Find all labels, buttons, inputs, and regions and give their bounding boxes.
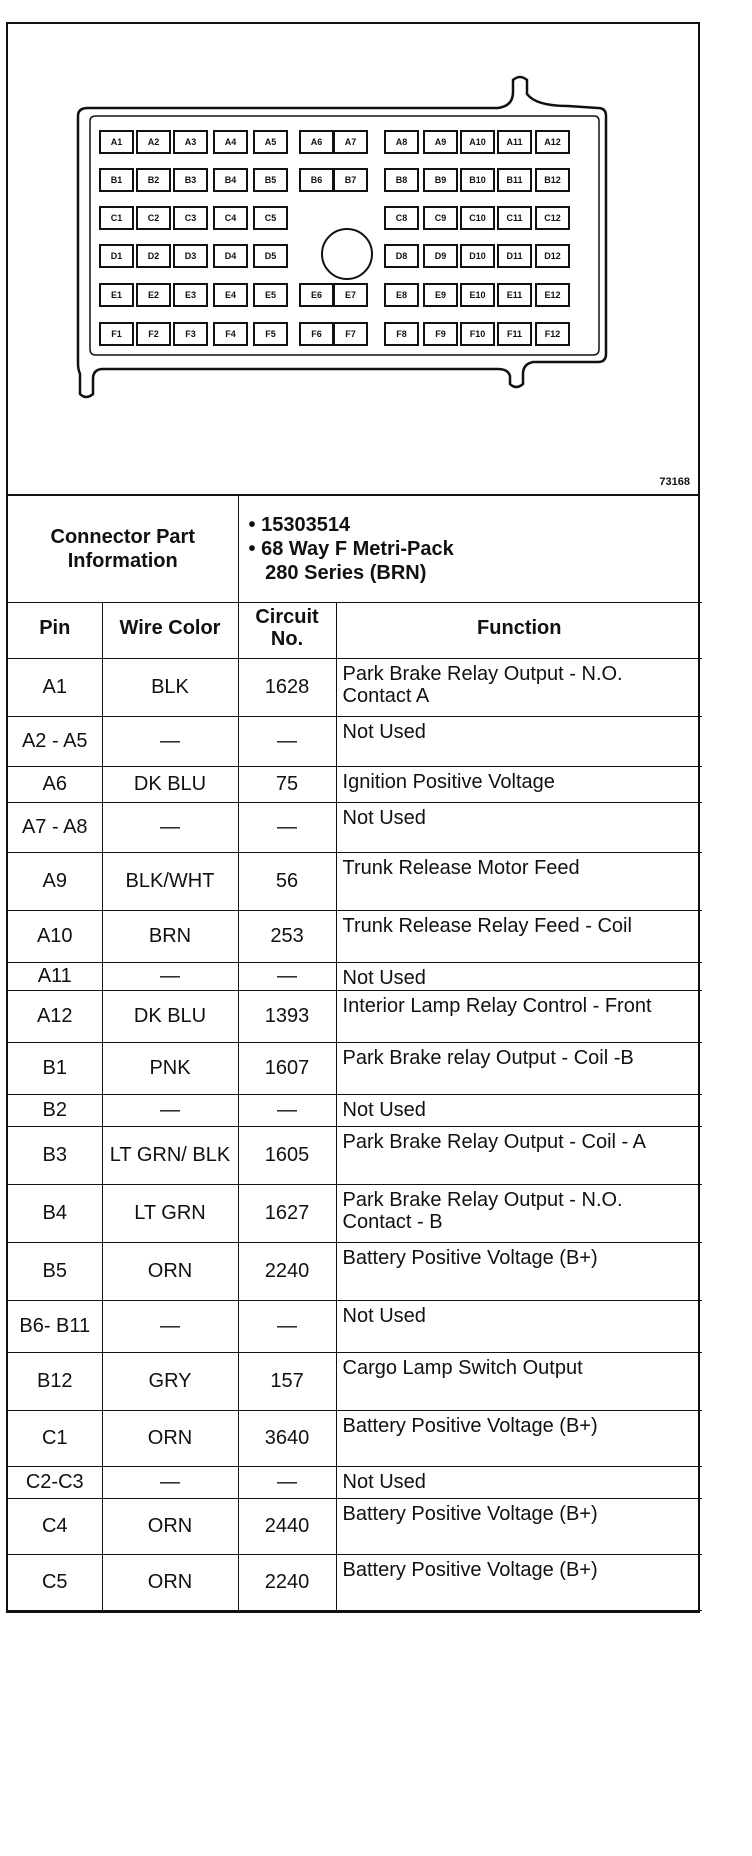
table-row	[8, 1498, 702, 1554]
function-cell: Cargo Lamp Switch Output	[336, 1352, 702, 1410]
connector-pin-label: E2	[147, 290, 160, 300]
connector-pin	[100, 245, 133, 267]
circuit-cell: 1627	[238, 1184, 336, 1242]
connector-pin	[424, 207, 457, 229]
wire-color-cell: —	[102, 802, 238, 852]
connector-pin	[137, 131, 170, 153]
connector-pin-label: C1	[110, 213, 123, 223]
connector-pin	[385, 169, 418, 191]
wire-color-cell: LT GRN/ BLK	[102, 1126, 238, 1184]
connector-pin-label: B12	[544, 175, 561, 185]
connector-pin-label: E4	[224, 290, 237, 300]
connector-pin	[461, 245, 494, 267]
connector-pin	[300, 284, 333, 306]
connector-pin	[137, 207, 170, 229]
wire-color-cell: DK BLU	[102, 990, 238, 1042]
connector-pin	[461, 131, 494, 153]
table-row	[8, 910, 702, 962]
connector-pin	[214, 284, 247, 306]
connector-pin	[498, 284, 531, 306]
connector-pin	[254, 169, 287, 191]
table-row	[8, 658, 702, 716]
connector-pin	[174, 207, 207, 229]
connector-pin	[137, 245, 170, 267]
connector-pin-label: D12	[544, 251, 561, 261]
table-row	[8, 962, 702, 990]
connector-pin-label: D4	[224, 251, 237, 261]
connector-pin-label: F1	[111, 329, 122, 339]
connector-center-hole	[322, 229, 372, 279]
function-cell: Park Brake Relay Output - N.O. Contact A	[336, 658, 702, 716]
connector-pin	[100, 131, 133, 153]
connector-pin	[498, 245, 531, 267]
function-cell: Trunk Release Relay Feed - Coil	[336, 910, 702, 962]
table-row	[8, 1352, 702, 1410]
circuit-cell: —	[238, 1466, 336, 1498]
connector-pin-label: E11	[506, 290, 523, 300]
connector-pin	[137, 323, 170, 345]
connector-pin	[385, 284, 418, 306]
function-cell: Battery Positive Voltage (B+)	[336, 1410, 702, 1466]
connector-pin-label: C8	[395, 213, 408, 223]
connector-pin	[174, 131, 207, 153]
connector-pin-label: E9	[434, 290, 447, 300]
connector-pin-label: F8	[396, 329, 407, 339]
connector-pin	[174, 323, 207, 345]
connector-pin	[254, 131, 287, 153]
connector-pin	[334, 284, 367, 306]
wire-color-cell: LT GRN	[102, 1184, 238, 1242]
connector-pin-label: F12	[544, 329, 561, 339]
connector-pin-label: F3	[185, 329, 196, 339]
connector-pin-label: B11	[506, 175, 523, 185]
connector-pin-label: B10	[469, 175, 486, 185]
table-row	[8, 1094, 702, 1126]
connector-pin-label: D2	[147, 251, 160, 261]
table-row	[8, 1242, 702, 1300]
function-cell: Battery Positive Voltage (B+)	[336, 1498, 702, 1554]
connector-pin	[536, 245, 569, 267]
pin-cell: C4	[8, 1498, 102, 1554]
table-row	[8, 990, 702, 1042]
pin-cell: B3	[8, 1126, 102, 1184]
connector-pin	[334, 323, 367, 345]
function-cell: Not Used	[336, 1300, 702, 1352]
circuit-cell: —	[238, 1300, 336, 1352]
table-row	[8, 1184, 702, 1242]
header-wire-color: Wire Color	[102, 602, 238, 658]
pin-cell: B6- B11	[8, 1300, 102, 1352]
wire-color-cell: BLK	[102, 658, 238, 716]
header-function: Function	[336, 602, 702, 658]
header-circuit-no: Circuit No.	[238, 602, 336, 658]
connector-pin-label: A10	[469, 137, 486, 147]
connector-pin	[254, 323, 287, 345]
connector-pin-label: F4	[225, 329, 236, 339]
connector-pin-label: F11	[506, 329, 523, 339]
connector-pin-label: E7	[344, 290, 357, 300]
circuit-cell: —	[238, 802, 336, 852]
connector-pin-label: C11	[506, 213, 523, 223]
connector-series: 280 Series (BRN)	[248, 561, 427, 584]
pin-cell: A2 - A5	[8, 716, 102, 766]
wire-color-cell: PNK	[102, 1042, 238, 1094]
connector-pin-label: B9	[434, 175, 447, 185]
wire-color-cell: ORN	[102, 1554, 238, 1610]
wire-color-cell: BRN	[102, 910, 238, 962]
connector-pin	[461, 207, 494, 229]
function-cell: Battery Positive Voltage (B+)	[336, 1242, 702, 1300]
function-cell: Not Used	[336, 1466, 702, 1498]
wire-color-cell: —	[102, 716, 238, 766]
connector-pin	[214, 245, 247, 267]
wire-color-cell: —	[102, 1300, 238, 1352]
function-cell: Not Used	[336, 1094, 702, 1126]
connector-pin	[498, 323, 531, 345]
connector-pin-label: D11	[506, 251, 523, 261]
wire-color-cell: ORN	[102, 1498, 238, 1554]
connector-pin-label: A4	[224, 137, 237, 147]
connector-pin	[254, 207, 287, 229]
connector-pin-label: B4	[224, 175, 237, 185]
function-cell: Battery Positive Voltage (B+)	[336, 1554, 702, 1610]
header-pin: Pin	[8, 602, 102, 658]
pinout-rows	[8, 658, 702, 1610]
pin-cell: B1	[8, 1042, 102, 1094]
connector-pin-label: D5	[264, 251, 277, 261]
connector-pin-label: A11	[506, 137, 523, 147]
connector-pin	[214, 131, 247, 153]
connector-pin	[254, 284, 287, 306]
connector-pin-label: F7	[345, 329, 356, 339]
connector-pin-label: B5	[264, 175, 277, 185]
function-cell: Interior Lamp Relay Control - Front	[336, 990, 702, 1042]
table-row	[8, 852, 702, 910]
connector-pin	[300, 169, 333, 191]
table-row	[8, 802, 702, 852]
circuit-cell: —	[238, 1094, 336, 1126]
connector-pin	[214, 323, 247, 345]
connector-type: • 68 Way F Metri-Pack	[248, 537, 454, 560]
connector-pin-label: E1	[110, 290, 123, 300]
pin-cell: A1	[8, 658, 102, 716]
circuit-cell: 157	[238, 1352, 336, 1410]
connector-pin-label: E10	[469, 290, 486, 300]
circuit-cell: 1628	[238, 658, 336, 716]
pin-cell: A6	[8, 766, 102, 802]
connector-pin	[214, 207, 247, 229]
circuit-cell: 75	[238, 766, 336, 802]
connector-pin	[174, 245, 207, 267]
figure-number: 73168	[659, 476, 690, 488]
table-header-row	[8, 602, 702, 658]
connector-pin-label: C5	[264, 213, 277, 223]
connector-pin-label: E5	[264, 290, 277, 300]
connector-pin-label: D10	[469, 251, 486, 261]
connector-pin-label: E8	[395, 290, 408, 300]
function-cell: Not Used	[336, 716, 702, 766]
table-row	[8, 716, 702, 766]
pin-cell: B2	[8, 1094, 102, 1126]
table-row	[8, 1042, 702, 1094]
connector-pin	[461, 284, 494, 306]
connector-pin-label: A12	[544, 137, 561, 147]
connector-pin	[174, 284, 207, 306]
circuit-cell: 2440	[238, 1498, 336, 1554]
circuit-cell: 1393	[238, 990, 336, 1042]
connector-pin	[536, 323, 569, 345]
connector-pin	[100, 284, 133, 306]
pin-cell: C5	[8, 1554, 102, 1610]
circuit-cell: 1605	[238, 1126, 336, 1184]
connector-pin	[385, 131, 418, 153]
table-row	[8, 1410, 702, 1466]
connector-pin	[498, 131, 531, 153]
pin-cell: A7 - A8	[8, 802, 102, 852]
connector-pin	[536, 131, 569, 153]
connector-pin-label: F10	[469, 329, 486, 339]
wire-color-cell: —	[102, 962, 238, 990]
connector-pin-label: A6	[310, 137, 323, 147]
connector-pin-label: C4	[224, 213, 237, 223]
connector-pin-label: A3	[184, 137, 197, 147]
connector-pin-label: D1	[110, 251, 123, 261]
function-cell: Ignition Positive Voltage	[336, 766, 702, 802]
connector-pin	[300, 323, 333, 345]
pin-cell: B4	[8, 1184, 102, 1242]
wire-color-cell: —	[102, 1094, 238, 1126]
connector-pin	[254, 245, 287, 267]
function-cell: Trunk Release Motor Feed	[336, 852, 702, 910]
function-cell: Park Brake relay Output - Coil -B	[336, 1042, 702, 1094]
connector-pin	[424, 245, 457, 267]
connector-pin	[137, 284, 170, 306]
connector-pin-label: E3	[184, 290, 197, 300]
pin-cell: B12	[8, 1352, 102, 1410]
connector-pin-label: C10	[469, 213, 486, 223]
circuit-cell: 56	[238, 852, 336, 910]
connector-pin-label: F2	[148, 329, 159, 339]
connector-pin-label: C3	[184, 213, 197, 223]
connector-pin-label: F6	[311, 329, 322, 339]
circuit-cell: —	[238, 962, 336, 990]
table-row	[8, 1554, 702, 1610]
table-row	[8, 1300, 702, 1352]
pin-cell: A10	[8, 910, 102, 962]
part-number: • 15303514	[248, 513, 351, 536]
table-row	[8, 1126, 702, 1184]
wire-color-cell: BLK/WHT	[102, 852, 238, 910]
table-row	[8, 766, 702, 802]
connector-pin	[385, 323, 418, 345]
circuit-cell: 253	[238, 910, 336, 962]
connector-pin-label: A9	[434, 137, 447, 147]
connector-pin-label: B2	[147, 175, 160, 185]
connector-pin	[214, 169, 247, 191]
connector-pin	[174, 169, 207, 191]
connector-pin	[100, 207, 133, 229]
function-cell: Park Brake Relay Output - N.O. Contact - B	[336, 1184, 702, 1242]
connector-pin	[461, 323, 494, 345]
connector-pin-label: B1	[110, 175, 123, 185]
pin-cell: A9	[8, 852, 102, 910]
wire-color-cell: ORN	[102, 1410, 238, 1466]
connector-pin	[424, 323, 457, 345]
connector-pin-label: C12	[544, 213, 561, 223]
connector-pin-label: B3	[184, 175, 197, 185]
connector-housing-outline	[78, 77, 606, 397]
wire-color-cell: ORN	[102, 1242, 238, 1300]
connector-pin	[137, 169, 170, 191]
wire-color-cell: —	[102, 1466, 238, 1498]
connector-pin-label: C9	[434, 213, 447, 223]
wire-color-cell: GRY	[102, 1352, 238, 1410]
connector-pin-label: A1	[110, 137, 123, 147]
connector-pin	[334, 169, 367, 191]
connector-pin	[424, 131, 457, 153]
connector-pin	[100, 169, 133, 191]
connector-pin	[300, 131, 333, 153]
pin-cell: A12	[8, 990, 102, 1042]
connector-pin	[498, 169, 531, 191]
function-cell: Not Used	[336, 802, 702, 852]
connector-pin-label: B6	[310, 175, 323, 185]
circuit-cell: 3640	[238, 1410, 336, 1466]
connector-pin-label: A5	[264, 137, 277, 147]
connector-pin-label: E6	[310, 290, 323, 300]
circuit-cell: 2240	[238, 1554, 336, 1610]
connector-pin-label: F5	[265, 329, 276, 339]
connector-pin	[498, 207, 531, 229]
connector-pin-label: E12	[544, 290, 561, 300]
connector-pin	[424, 169, 457, 191]
connector-inner-outline	[90, 116, 599, 355]
connector-info-label: Connector Part Information	[8, 496, 238, 602]
pin-cell: A11	[8, 962, 102, 990]
connector-pin-label: A7	[344, 137, 357, 147]
function-cell: Not Used	[336, 962, 702, 990]
circuit-cell: 1607	[238, 1042, 336, 1094]
connector-pin	[461, 169, 494, 191]
connector-pin-label: F9	[435, 329, 446, 339]
pin-cell: B5	[8, 1242, 102, 1300]
connector-pin-label: B7	[344, 175, 357, 185]
connector-pin	[536, 169, 569, 191]
circuit-cell: —	[238, 716, 336, 766]
connector-pin	[334, 131, 367, 153]
connector-document	[6, 22, 700, 1613]
connector-info-values	[238, 496, 702, 602]
connector-pin-label: B8	[395, 175, 408, 185]
connector-pin-label: C2	[147, 213, 160, 223]
pin-cell: C2-C3	[8, 1466, 102, 1498]
connector-pinout-table	[8, 496, 702, 1611]
connector-face-diagram	[8, 24, 698, 494]
connector-pin-label: D3	[184, 251, 197, 261]
connector-pin	[536, 284, 569, 306]
connector-diagram-panel	[8, 24, 698, 496]
connector-pin-label: D8	[395, 251, 408, 261]
connector-pin	[536, 207, 569, 229]
table-row	[8, 1466, 702, 1498]
connector-pin	[100, 323, 133, 345]
connector-pin	[385, 245, 418, 267]
connector-pin-label: D9	[434, 251, 447, 261]
connector-info-row	[8, 496, 702, 602]
wire-color-cell: DK BLU	[102, 766, 238, 802]
connector-pin	[424, 284, 457, 306]
circuit-cell: 2240	[238, 1242, 336, 1300]
function-cell: Park Brake Relay Output - Coil - A	[336, 1126, 702, 1184]
connector-pin	[385, 207, 418, 229]
connector-pin-label: A8	[395, 137, 408, 147]
pin-cell: C1	[8, 1410, 102, 1466]
connector-pin-label: A2	[147, 137, 160, 147]
